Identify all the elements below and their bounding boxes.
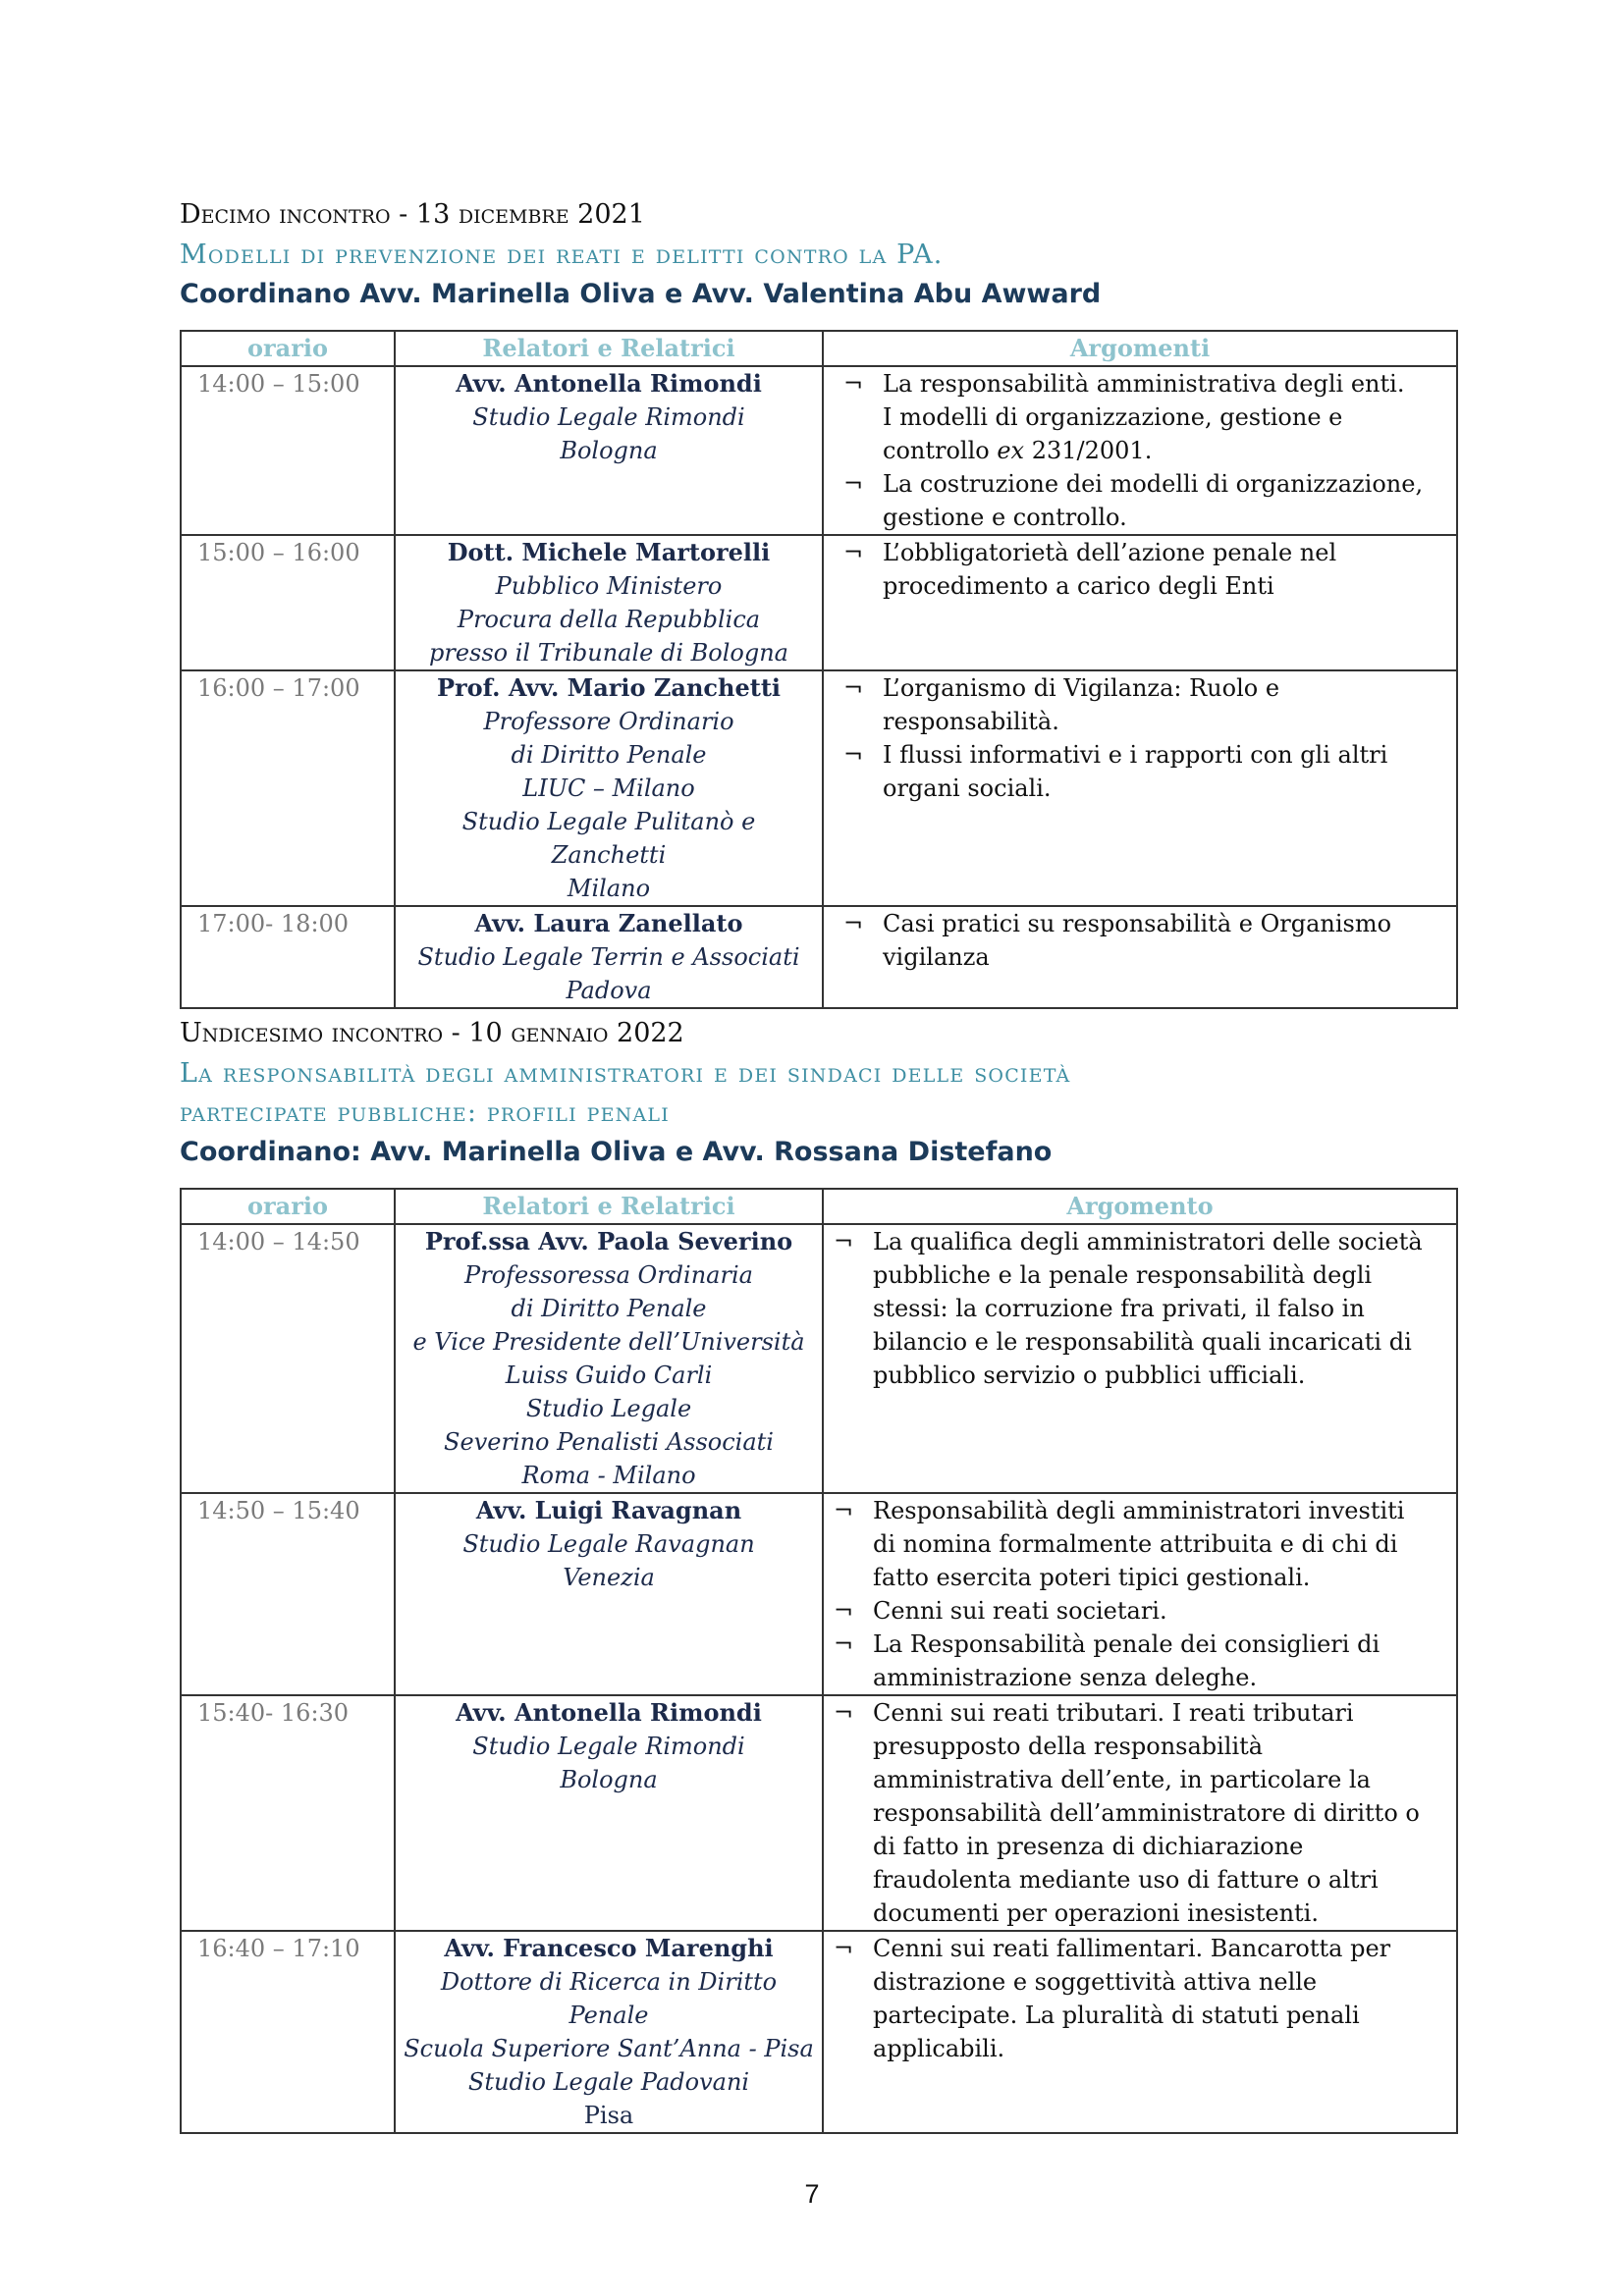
row-speaker-cell xyxy=(395,1695,823,1931)
topic-line: ¬ La costruzione dei modelli di organizzazione, xyxy=(883,470,1424,498)
speaker-affiliation: Studio Legale Rimondi xyxy=(472,403,745,431)
table-row xyxy=(181,670,1457,906)
topic-line: di nomina formalmente attribuita e di chi di xyxy=(873,1530,1398,1558)
topic-item xyxy=(839,467,1450,534)
topic-line: ¬ I flussi informativi e i rapporti con gli altri xyxy=(883,741,1388,769)
table-header-row xyxy=(181,1189,1457,1224)
row-speaker-cell xyxy=(395,535,823,670)
speaker-affiliation: Studio Legale xyxy=(525,1395,692,1422)
session-topic: Modelli di prevenzione dei reati e delitti contro la PA. xyxy=(180,240,944,270)
topic-item xyxy=(839,907,1450,974)
speaker-affiliation: di Diritto Penale xyxy=(511,1295,707,1322)
topic-item xyxy=(830,1696,1450,1930)
speaker-affiliation: presso il Tribunale di Bologna xyxy=(429,639,788,667)
speaker-name: Prof.ssa Avv. Paola Severino xyxy=(424,1227,793,1255)
row-time: 15:40- 16:30 xyxy=(181,1695,395,1931)
speaker-affiliation: Studio Legale Pulitanò e Zanchetti xyxy=(461,808,756,869)
topic-line: responsabilità dell’amministratore di diritto o xyxy=(873,1799,1420,1827)
page-number: 7 xyxy=(804,2179,820,2209)
speaker-affiliation: Dottore di Ricerca in Diritto Penale xyxy=(440,1968,778,2029)
row-topics-cell xyxy=(823,535,1457,670)
topic-item xyxy=(830,1628,1450,1694)
speaker-name: Avv. Antonella Rimondi xyxy=(456,1698,762,1727)
row-topics-cell xyxy=(823,1493,1457,1695)
speaker-affiliation: Luiss Guido Carli xyxy=(505,1362,713,1389)
topic-line: fatto esercita poteri tipici gestionali. xyxy=(873,1564,1311,1591)
topic-item xyxy=(839,367,1450,467)
topic-item xyxy=(830,1494,1450,1594)
speaker-affiliation: Studio Legale Terrin e Associati xyxy=(417,943,800,971)
row-topics-cell xyxy=(823,906,1457,1008)
topic-line: ¬ Cenni sui reati societari. xyxy=(873,1597,1167,1625)
row-time: 14:00 – 15:00 xyxy=(181,366,395,535)
session-date xyxy=(180,196,1456,234)
session-date xyxy=(180,1015,1456,1052)
table-row xyxy=(181,1931,1457,2133)
row-topics-cell xyxy=(823,1931,1457,2133)
table-row xyxy=(181,1493,1457,1695)
row-time: 16:40 – 17:10 xyxy=(181,1931,395,2133)
date-year: 2022 xyxy=(617,1018,684,1048)
row-topics-cell xyxy=(823,1695,1457,1931)
topic-item xyxy=(830,1594,1450,1628)
speaker-affiliation: Studio Legale Padovani xyxy=(467,2068,750,2096)
speaker-affiliation: Bologna xyxy=(560,437,658,464)
topic-line: pubblico servizio o pubblici ufficiali. xyxy=(873,1362,1306,1389)
topic-item xyxy=(839,536,1450,603)
session-topic: partecipate pubbliche: profili penali xyxy=(180,1097,670,1128)
topic-line: organi sociali. xyxy=(883,774,1052,802)
topic-line: ¬ L’organismo di Vigilanza: Ruolo e xyxy=(883,674,1280,702)
date-month: gennaio xyxy=(511,1018,618,1048)
header-argomenti: Argomenti xyxy=(823,331,1457,366)
topic-line: ¬ Cenni sui reati fallimentari. Bancarotta per xyxy=(873,1935,1391,1962)
date-day: 13 xyxy=(415,199,459,230)
topic-line: ¬ La Responsabilità penale dei consiglieri di xyxy=(873,1630,1380,1658)
header-relatori: Relatori e Relatrici xyxy=(395,331,823,366)
topic-line: applicabili. xyxy=(873,2035,1005,2062)
topic-line: partecipate. La pluralità di statuti penali xyxy=(873,2002,1360,2029)
date-prefix: Undicesimo incontro - xyxy=(180,1018,469,1048)
topic-line: ¬ Cenni sui reati tributari. I reati tributari xyxy=(873,1699,1354,1727)
speaker-city: Pisa xyxy=(583,2102,634,2129)
session-coordinators: Coordinano: Avv. Marinella Oliva e Avv. Rossana Distefano xyxy=(180,1137,1053,1167)
speaker-affiliation: Studio Legale Rimondi xyxy=(472,1733,745,1760)
session-coordinators: Coordinano Avv. Marinella Oliva e Avv. Valentina Abu Awward xyxy=(180,279,1102,309)
topic-line: ¬ Responsabilità degli amministratori investiti xyxy=(873,1497,1405,1524)
topic-line: vigilanza xyxy=(883,943,990,971)
row-time: 14:00 – 14:50 xyxy=(181,1224,395,1493)
row-time: 14:50 – 15:40 xyxy=(181,1493,395,1695)
header-orario: orario xyxy=(181,331,395,366)
topic-item xyxy=(830,1932,1450,2065)
row-speaker-cell xyxy=(395,1224,823,1493)
row-topics-cell xyxy=(823,1224,1457,1493)
header-orario: orario xyxy=(181,1189,395,1224)
speaker-affiliation: Milano xyxy=(567,875,651,902)
topic-line: fraudolenta mediante uso di fatture o altri xyxy=(873,1866,1379,1894)
row-speaker-cell xyxy=(395,1931,823,2133)
schedule-table xyxy=(180,1188,1458,2134)
table-row xyxy=(181,535,1457,670)
speaker-affiliation: di Diritto Penale xyxy=(511,741,707,769)
topic-line: ¬ Casi pratici su responsabilità e Organismo xyxy=(883,910,1392,937)
topic-line: responsabilità. xyxy=(883,708,1059,735)
speaker-name: Avv. Laura Zanellato xyxy=(474,909,743,937)
topic-line: controllo ex 231/2001. xyxy=(883,437,1153,464)
table-row xyxy=(181,906,1457,1008)
topic-item xyxy=(839,671,1450,738)
topic-line: documenti per operazioni inesistenti. xyxy=(873,1899,1319,1927)
row-speaker-cell xyxy=(395,906,823,1008)
table-row xyxy=(181,1224,1457,1493)
speaker-name: Avv. Luigi Ravagnan xyxy=(475,1496,742,1524)
topic-line: I modelli di organizzazione, gestione e xyxy=(883,403,1343,431)
date-day: 10 xyxy=(468,1018,512,1048)
header-relatori: Relatori e Relatrici xyxy=(395,1189,823,1224)
topic-line: amministrativa dell’ente, in particolare la xyxy=(873,1766,1371,1793)
speaker-affiliation: Padova xyxy=(566,977,652,1004)
topic-line: stessi: la corruzione fra privati, il falso in xyxy=(873,1295,1365,1322)
topic-line: amministrazione senza deleghe. xyxy=(873,1664,1258,1691)
speaker-affiliation: LIUC – Milano xyxy=(522,774,695,802)
topic-item xyxy=(830,1225,1450,1392)
topic-line: procedimento a carico degli Enti xyxy=(883,572,1274,600)
speaker-name: Avv. Francesco Marenghi xyxy=(444,1934,774,1962)
speaker-affiliation: Bologna xyxy=(560,1766,658,1793)
topic-line: ¬ L’obbligatorietà dell’azione penale nel xyxy=(883,539,1337,566)
speaker-affiliation: Venezia xyxy=(563,1564,655,1591)
row-speaker-cell xyxy=(395,1493,823,1695)
topic-item xyxy=(839,738,1450,805)
topic-line: ¬ La qualifica degli amministratori delle società xyxy=(873,1228,1423,1255)
row-time: 15:00 – 16:00 xyxy=(181,535,395,670)
schedule-table xyxy=(180,330,1458,1009)
row-topics-cell xyxy=(823,366,1457,535)
table-header-row xyxy=(181,331,1457,366)
topic-line: gestione e controllo. xyxy=(883,504,1127,531)
date-year: 2021 xyxy=(577,199,645,230)
speaker-affiliation: Pubblico Ministero xyxy=(495,572,723,600)
speaker-name: Avv. Antonella Rimondi xyxy=(456,369,762,398)
row-speaker-cell xyxy=(395,670,823,906)
session-topic: La responsabilità degli amministratori e dei sindaci delle società xyxy=(180,1058,1071,1089)
table-row xyxy=(181,1695,1457,1931)
row-time: 17:00- 18:00 xyxy=(181,906,395,1008)
speaker-affiliation: Professore Ordinario xyxy=(483,708,734,735)
row-time: 16:00 – 17:00 xyxy=(181,670,395,906)
session-undicesimo xyxy=(180,1015,1456,2134)
speaker-affiliation: e Vice Presidente dell’Università xyxy=(412,1328,805,1356)
speaker-affiliation: Scuola Superiore Sant’Anna - Pisa xyxy=(404,2035,814,2062)
topic-line: presupposto della responsabilità xyxy=(873,1733,1264,1760)
date-prefix: Decimo incontro - xyxy=(180,199,416,230)
topic-line: bilancio e le responsabilità quali incaricati di xyxy=(873,1328,1412,1356)
speaker-affiliation: Studio Legale Ravagnan xyxy=(462,1530,755,1558)
header-argomento: Argomento xyxy=(823,1189,1457,1224)
session-decimo xyxy=(180,196,1456,1009)
speaker-affiliation: Procura della Repubblica xyxy=(457,606,761,633)
speaker-affiliation: Professoressa Ordinaria xyxy=(464,1261,753,1289)
speaker-affiliation: Severino Penalisti Associati xyxy=(444,1428,774,1456)
speaker-name: Dott. Michele Martorelli xyxy=(447,538,771,566)
speaker-affiliation: Roma - Milano xyxy=(521,1462,696,1489)
topic-line: pubbliche e la penale responsabilità degli xyxy=(873,1261,1373,1289)
topic-line: ¬ La responsabilità amministrativa degli enti. xyxy=(883,370,1405,398)
table-row xyxy=(181,366,1457,535)
date-month: dicembre xyxy=(458,199,578,230)
row-speaker-cell xyxy=(395,366,823,535)
speaker-name: Prof. Avv. Mario Zanchetti xyxy=(436,673,782,702)
topic-line: di fatto in presenza di dichiarazione xyxy=(873,1833,1304,1860)
row-topics-cell xyxy=(823,670,1457,906)
topic-line: distrazione e soggettività attiva nelle xyxy=(873,1968,1318,1996)
